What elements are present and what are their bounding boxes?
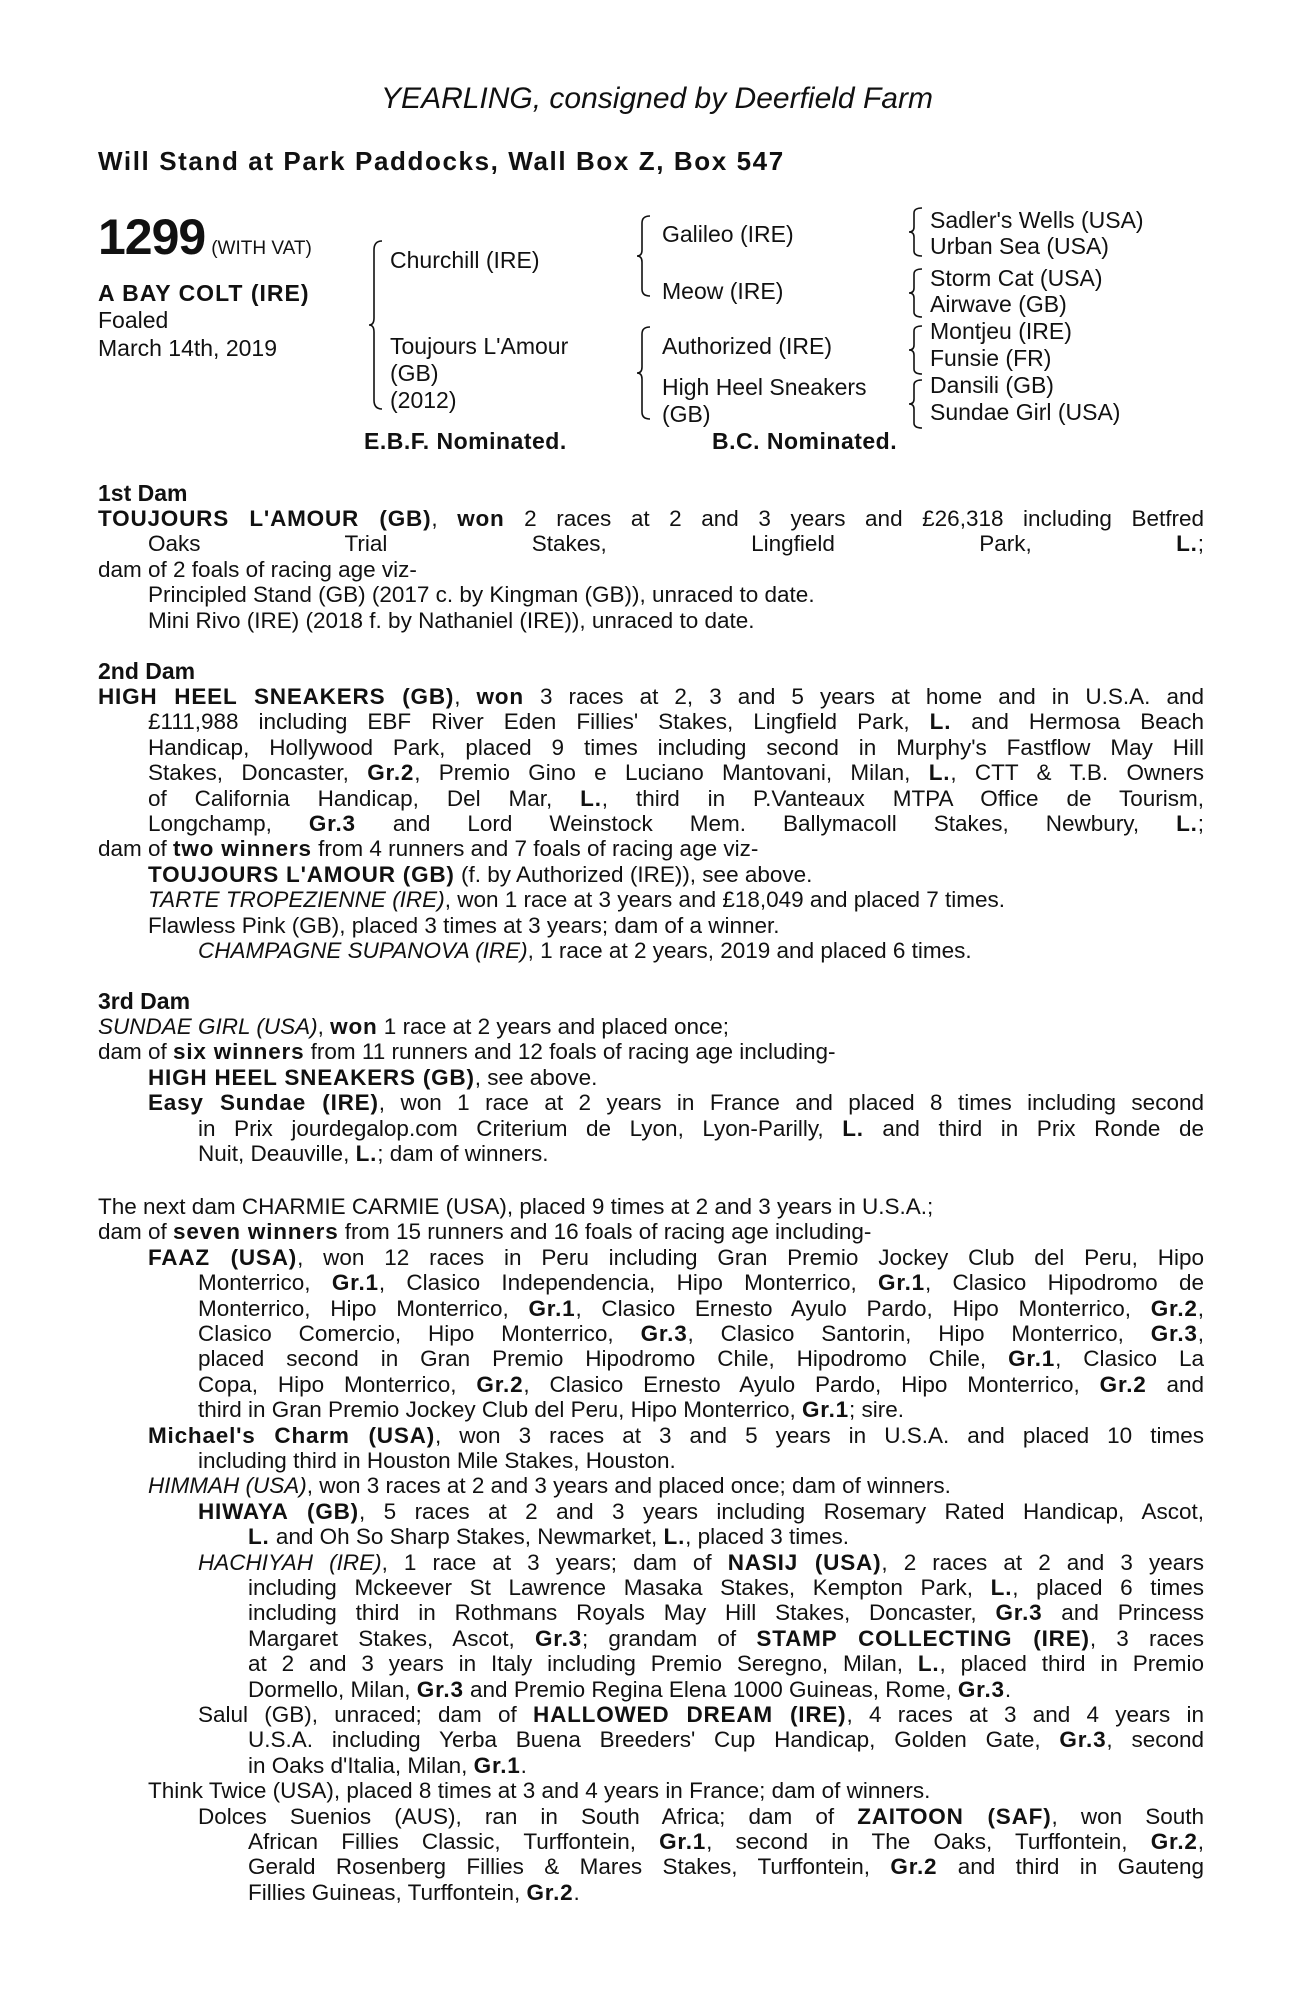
text-segment: (f. by Authorized (IRE)), see above. bbox=[454, 861, 813, 887]
text-line bbox=[198, 1448, 1204, 1473]
text-segment: from 11 runners and 12 foals of racing age including- bbox=[304, 1039, 836, 1065]
lot-description: A BAY COLT (IRE) bbox=[98, 280, 310, 306]
bold-text: Gr.2 bbox=[1099, 1371, 1147, 1397]
bold-text: L. bbox=[990, 1575, 1013, 1600]
text-segment: of California Handicap, Del Mar, bbox=[148, 785, 581, 811]
text-segment: Longchamp, bbox=[148, 811, 309, 836]
pedigree-brace-g3-2 bbox=[908, 268, 924, 318]
text-line bbox=[148, 862, 1204, 887]
pedigree-brace-sire bbox=[636, 215, 652, 297]
text-line bbox=[98, 836, 1204, 861]
bold-text: Gr.3 bbox=[308, 811, 356, 836]
text-segment: and third in Gauteng bbox=[937, 1854, 1204, 1880]
text-segment: Dolces Suenios (AUS), ran in South Africa; dam of bbox=[198, 1803, 858, 1829]
text-segment: , Clasico La bbox=[1055, 1346, 1204, 1372]
text-line bbox=[98, 557, 1204, 582]
text-segment: and third in Prix Ronde de bbox=[863, 1115, 1204, 1141]
text-line bbox=[248, 1651, 1204, 1676]
pedigree-g3-name: Urban Sea (USA) bbox=[930, 233, 1109, 259]
bold-text: L. bbox=[580, 785, 602, 811]
bold-text: Gr.2 bbox=[890, 1854, 938, 1880]
text-line bbox=[98, 1039, 1204, 1064]
text-line bbox=[198, 938, 1204, 963]
text-segment: Monterrico, bbox=[198, 1270, 332, 1296]
pedigree-dam bbox=[390, 333, 568, 414]
bold-text: seven winners bbox=[173, 1219, 339, 1245]
pedigree-dam-line: Toujours L'Amour bbox=[390, 333, 569, 359]
page-title: YEARLING, consigned by Deerfield Farm bbox=[381, 82, 933, 115]
text-line bbox=[198, 1321, 1204, 1346]
text-segment: in Prix jourdegalop.com Criterium de Lyon, Lyon-Parilly, bbox=[198, 1115, 843, 1141]
text-segment: from 4 runners and 7 foals of racing age viz- bbox=[311, 836, 759, 862]
text-segment: , bbox=[1197, 1321, 1204, 1346]
bold-text: STAMP COLLECTING (IRE) bbox=[756, 1625, 1090, 1651]
text-line bbox=[198, 1116, 1204, 1141]
text-segment: ; bbox=[1197, 531, 1204, 557]
bold-text: L. bbox=[1176, 811, 1198, 836]
bold-text: won bbox=[476, 684, 524, 709]
pedigree-g3-name: Dansili (GB) bbox=[930, 372, 1054, 398]
text-segment: including third in Houston Mile Stakes, Houston. bbox=[198, 1448, 676, 1473]
text-line bbox=[98, 1219, 1204, 1244]
bold-text: Gr.3 bbox=[957, 1676, 1005, 1702]
text-line bbox=[148, 786, 1204, 811]
text-line bbox=[148, 1473, 1204, 1498]
bold-text: HIGH HEEL SNEAKERS (GB) bbox=[148, 1064, 475, 1090]
bold-text: ZAITOON (SAF) bbox=[857, 1803, 1052, 1829]
bold-text: HIGH HEEL SNEAKERS (GB) bbox=[98, 684, 455, 709]
text-segment: , placed 6 times bbox=[1012, 1575, 1205, 1600]
bold-text: Michael's Charm (USA) bbox=[148, 1422, 436, 1448]
text-segment: Clasico Comercio, Hipo Monterrico, bbox=[198, 1321, 641, 1346]
text-segment: dam of bbox=[98, 836, 174, 862]
text-line bbox=[148, 1090, 1204, 1115]
italic-text: CHAMPAGNE SUPANOVA (IRE) bbox=[198, 938, 528, 963]
text-segment: . bbox=[1004, 1676, 1012, 1702]
bold-text: Gr.2 bbox=[526, 1879, 574, 1905]
pedigree-dam-sire: Authorized (IRE) bbox=[662, 333, 833, 359]
bold-text: Gr.3 bbox=[995, 1600, 1043, 1626]
italic-text: SUNDAE GIRL (USA) bbox=[98, 1014, 318, 1039]
bold-text: L. bbox=[842, 1115, 864, 1141]
bold-text: Gr.1 bbox=[802, 1397, 849, 1423]
bold-text: Gr.2 bbox=[476, 1371, 524, 1397]
text-segment: , Clasico Hipodromo de bbox=[925, 1270, 1204, 1296]
text-segment: , won 3 races at 2 and 3 years and placed once; dam of winners. bbox=[306, 1473, 951, 1499]
text-segment: , won 1 race at 2 years in France and placed 8 times including second bbox=[378, 1090, 1204, 1116]
foaled-date: March 14th, 2019 bbox=[98, 335, 278, 361]
text-segment: 3 races at 2, 3 and 5 years at home and in U.S.A. and bbox=[523, 684, 1204, 709]
text-segment: , second in The Oaks, Turffontein, bbox=[706, 1829, 1151, 1854]
text-segment: . bbox=[573, 1879, 580, 1905]
italic-text: TARTE TROPEZIENNE (IRE) bbox=[148, 887, 445, 913]
text-segment: and Lord Weinstock Mem. Ballymacoll Stakes, Newbury, bbox=[355, 811, 1177, 836]
text-segment: , won 1 race at 3 years and £18,049 and placed 7 times. bbox=[444, 887, 1006, 913]
text-line bbox=[198, 1346, 1204, 1371]
text-line bbox=[248, 1829, 1204, 1854]
pedigree-brace-g3-4 bbox=[908, 379, 924, 429]
text-segment: Fillies Guineas, Turffontein, bbox=[248, 1879, 527, 1905]
text-segment: U.S.A. including Yerba Buena Breeders' Cup Handicap, Golden Gate, bbox=[248, 1727, 1060, 1753]
bold-text: Gr.1 bbox=[473, 1752, 521, 1778]
pedigree-sire-dam: Meow (IRE) bbox=[662, 278, 784, 304]
text-segment: placed second in Gran Premio Hipodromo Chile, Hipodromo Chile, bbox=[198, 1346, 1009, 1372]
text-segment: , won 12 races in Peru including Gran Premio Jockey Club del Peru, Hipo bbox=[297, 1244, 1204, 1270]
text-segment: at 2 and 3 years in Italy including Premio Seregno, Milan, bbox=[248, 1651, 918, 1677]
text-segment: Margaret Stakes, Ascot, bbox=[248, 1625, 535, 1651]
text-line bbox=[198, 1804, 1204, 1829]
text-line bbox=[248, 1626, 1204, 1651]
text-line bbox=[148, 531, 1204, 556]
text-line bbox=[248, 1677, 1204, 1702]
text-segment: third in Gran Premio Jockey Club del Peru, Hipo Monterrico, bbox=[198, 1397, 802, 1423]
text-segment: , Clasico Ernesto Ayulo Pardo, Hipo Monterrico, bbox=[523, 1371, 1100, 1397]
text-segment: , Clasico Ernesto Ayulo Pardo, Hipo Monterrico, bbox=[575, 1295, 1151, 1321]
bold-text: HALLOWED DREAM (IRE) bbox=[533, 1702, 847, 1727]
lot-number: 1299 bbox=[98, 209, 206, 265]
text-segment: in Oaks d'Italia, Milan, bbox=[248, 1752, 474, 1778]
text-segment: 1 race at 2 years and placed once; bbox=[377, 1014, 730, 1039]
bold-text: FAAZ (USA) bbox=[148, 1244, 298, 1270]
second-dam-heading: 2nd Dam bbox=[98, 658, 196, 684]
bold-text: Gr.1 bbox=[659, 1829, 707, 1854]
bold-text: NASIJ (USA) bbox=[727, 1549, 882, 1575]
text-segment: Mini Rivo (IRE) (2018 f. by Nathaniel (IRE)), unraced to date. bbox=[148, 607, 755, 633]
text-segment: , bbox=[317, 1014, 331, 1039]
text-line bbox=[148, 1778, 1204, 1803]
pedigree-g3-name: Sundae Girl (USA) bbox=[930, 399, 1121, 425]
text-line bbox=[148, 1423, 1204, 1448]
bold-text: Gr.1 bbox=[331, 1270, 379, 1296]
text-segment: dam of bbox=[98, 1039, 174, 1065]
text-line bbox=[148, 608, 1204, 633]
text-segment: Principled Stand (GB) (2017 c. by Kingman (GB)), unraced to date. bbox=[148, 582, 815, 608]
text-segment: , 5 races at 2 and 3 years including Rosemary Rated Handicap, Ascot, bbox=[358, 1498, 1204, 1524]
bold-text: L. bbox=[917, 1651, 940, 1677]
bold-text: Easy Sundae (IRE) bbox=[148, 1090, 379, 1116]
text-segment: and Oh So Sharp Stakes, Newmarket, bbox=[269, 1524, 664, 1550]
bold-text: L. bbox=[355, 1141, 378, 1166]
text-line bbox=[248, 1600, 1204, 1625]
bold-text: six winners bbox=[173, 1039, 305, 1065]
text-segment: Think Twice (USA), placed 8 times at 3 and 4 years in France; dam of winners. bbox=[148, 1778, 931, 1804]
pedigree-dam-dam-line: High Heel Sneakers bbox=[662, 374, 867, 400]
text-segment: Oaks Trial Stakes, Lingfield Park, bbox=[148, 531, 1177, 557]
text-segment: dam of 2 foals of racing age viz- bbox=[98, 556, 417, 582]
text-segment: , Clasico Independencia, Hipo Monterrico, bbox=[378, 1270, 879, 1296]
text-line bbox=[248, 1575, 1204, 1600]
text-line bbox=[148, 709, 1204, 734]
text-segment: Nuit, Deauville, bbox=[198, 1141, 356, 1166]
text-line bbox=[248, 1854, 1204, 1879]
text-segment: , 4 races at 3 and 4 years in bbox=[846, 1702, 1204, 1727]
text-line bbox=[198, 1550, 1204, 1575]
text-segment: , 1 race at 3 years; dam of bbox=[381, 1549, 728, 1575]
bold-text: Gr.3 bbox=[1059, 1727, 1107, 1753]
text-segment: , 3 races bbox=[1089, 1625, 1205, 1651]
pedigree-g3-name: Airwave (GB) bbox=[930, 291, 1067, 317]
text-segment: Stakes, Doncaster, bbox=[148, 760, 368, 786]
text-segment: , third in P.Vanteaux MTPA Office de Tourism, bbox=[601, 785, 1204, 811]
pedigree-g3-name: Montjeu (IRE) bbox=[930, 318, 1072, 344]
pedigree-brace-dam bbox=[636, 326, 652, 420]
bold-text: L. bbox=[663, 1524, 686, 1550]
text-line bbox=[198, 1372, 1204, 1397]
bold-text: Gr.2 bbox=[1150, 1295, 1198, 1321]
text-segment: , Clasico Santorin, Hipo Monterrico, bbox=[687, 1321, 1151, 1346]
text-line bbox=[148, 811, 1204, 836]
text-segment: ; bbox=[1197, 811, 1205, 836]
text-segment: including Mckeever St Lawrence Masaka Stakes, Kempton Park, bbox=[248, 1575, 991, 1600]
text-line bbox=[148, 1245, 1204, 1270]
italic-text: HACHIYAH (IRE) bbox=[198, 1549, 382, 1575]
text-segment: and Hermosa Beach bbox=[951, 709, 1204, 735]
text-line bbox=[148, 760, 1204, 785]
bold-text: Gr.1 bbox=[528, 1295, 576, 1321]
text-segment: Handicap, Hollywood Park, placed 9 times including second in Murphy's Fastflow May Hill bbox=[148, 734, 1204, 760]
text-line bbox=[248, 1880, 1204, 1905]
text-segment: and bbox=[1146, 1371, 1205, 1397]
text-segment: , 2 races at 2 and 3 years bbox=[881, 1549, 1204, 1575]
bold-text: L. bbox=[248, 1524, 270, 1550]
italic-text: HIMMAH (USA) bbox=[148, 1473, 307, 1499]
foaled-label: Foaled bbox=[98, 307, 169, 333]
text-segment: dam of bbox=[98, 1219, 174, 1245]
text-segment: . bbox=[520, 1752, 527, 1778]
pedigree-dam-dam bbox=[662, 374, 867, 428]
text-segment: ; grandam of bbox=[581, 1625, 757, 1651]
text-segment: Flawless Pink (GB), placed 3 times at 3 years; dam of a winner. bbox=[148, 912, 780, 938]
bold-text: Gr.3 bbox=[1150, 1321, 1198, 1346]
ebf-nominated: E.B.F. Nominated. bbox=[364, 428, 567, 454]
bold-text: Gr.3 bbox=[534, 1625, 582, 1651]
bold-text: won bbox=[457, 506, 505, 531]
text-segment: , bbox=[1197, 1295, 1204, 1321]
bold-text: HIWAYA (GB) bbox=[198, 1498, 359, 1524]
text-line bbox=[148, 582, 1204, 607]
text-segment: and Premio Regina Elena 1000 Guineas, Rome, bbox=[463, 1676, 958, 1702]
text-segment: , won South bbox=[1051, 1803, 1205, 1829]
text-line bbox=[198, 1270, 1204, 1295]
pedigree-sire: Churchill (IRE) bbox=[390, 247, 540, 273]
text-line bbox=[198, 1296, 1204, 1321]
text-line bbox=[248, 1753, 1204, 1778]
text-line bbox=[148, 1065, 1204, 1090]
bold-text: Gr.1 bbox=[1008, 1346, 1056, 1372]
text-line bbox=[98, 684, 1204, 709]
text-segment: , bbox=[431, 506, 458, 531]
pedigree-brace-g3-3 bbox=[908, 325, 924, 375]
text-segment: , won 3 races at 3 and 5 years in U.S.A. and placed 10 times bbox=[435, 1422, 1204, 1448]
text-line bbox=[198, 1141, 1204, 1166]
bold-text: Gr.3 bbox=[416, 1676, 464, 1702]
text-line bbox=[248, 1524, 1204, 1549]
pedigree-brace-g3-1 bbox=[908, 207, 924, 257]
text-segment: , bbox=[1197, 1829, 1204, 1854]
text-segment: ; sire. bbox=[848, 1397, 904, 1423]
text-line bbox=[98, 1194, 1204, 1219]
text-line bbox=[148, 913, 1204, 938]
text-segment: including third in Rothmans Royals May Hill Stakes, Doncaster, bbox=[248, 1600, 996, 1626]
pedigree-brace-sire-dam bbox=[368, 240, 384, 410]
text-line bbox=[98, 506, 1204, 531]
text-segment: £111,988 including EBF River Eden Fillies' Stakes, Lingfield Park, bbox=[148, 709, 930, 735]
text-segment: , placed third in Premio bbox=[939, 1651, 1205, 1677]
standing-location: Will Stand at Park Paddocks, Wall Box Z, Box 547 bbox=[98, 146, 785, 176]
vat-note: (WITH VAT) bbox=[211, 238, 312, 259]
text-segment: Salul (GB), unraced; dam of bbox=[198, 1702, 534, 1727]
text-line bbox=[198, 1499, 1204, 1524]
text-segment: African Fillies Classic, Turffontein, bbox=[248, 1829, 660, 1854]
text-segment: and Princess bbox=[1042, 1600, 1204, 1626]
bold-text: Gr.2 bbox=[1150, 1829, 1198, 1854]
pedigree-dam-line: (2012) bbox=[390, 387, 457, 413]
text-segment: , CTT & T.B. Owners bbox=[950, 760, 1204, 786]
text-segment: The next dam CHARMIE CARMIE (USA), placed 9 times at 2 and 3 years in U.S.A.; bbox=[98, 1194, 934, 1219]
pedigree-g3-name: Storm Cat (USA) bbox=[930, 265, 1103, 291]
text-line bbox=[148, 887, 1204, 912]
bold-text: Gr.3 bbox=[640, 1321, 688, 1346]
text-segment: Gerald Rosenberg Fillies & Mares Stakes, Turffontein, bbox=[248, 1854, 891, 1880]
text-segment: , 1 race at 2 years, 2019 and placed 6 times. bbox=[527, 938, 972, 963]
pedigree-g3-name: Sadler's Wells (USA) bbox=[930, 207, 1144, 233]
bold-text: L. bbox=[1176, 531, 1198, 557]
text-segment: , placed 3 times. bbox=[685, 1524, 849, 1550]
lot-number-block bbox=[98, 208, 312, 266]
bold-text: L. bbox=[929, 709, 952, 735]
text-segment: from 15 runners and 16 foals of racing age including- bbox=[338, 1219, 872, 1245]
bold-text: two winners bbox=[173, 836, 312, 862]
text-segment: , see above. bbox=[474, 1064, 598, 1090]
third-dam-heading: 3rd Dam bbox=[98, 988, 191, 1014]
bc-nominated: B.C. Nominated. bbox=[712, 428, 898, 454]
bold-text: won bbox=[330, 1014, 378, 1039]
pedigree-dam-line: (GB) bbox=[390, 360, 439, 386]
bold-text: L. bbox=[928, 760, 951, 786]
text-line bbox=[248, 1727, 1204, 1752]
foaled-info bbox=[98, 306, 277, 362]
text-segment: , bbox=[454, 684, 477, 709]
text-line bbox=[198, 1397, 1204, 1422]
text-segment: , Premio Gino e Luciano Mantovani, Milan, bbox=[414, 760, 929, 786]
text-segment: , second bbox=[1106, 1727, 1204, 1753]
first-dam-heading: 1st Dam bbox=[98, 480, 188, 506]
text-line bbox=[98, 1014, 1204, 1039]
bold-text: TOUJOURS L'AMOUR (GB) bbox=[98, 506, 432, 531]
text-line bbox=[198, 1702, 1204, 1727]
bold-text: Gr.2 bbox=[367, 760, 415, 786]
pedigree-dam-dam-line: (GB) bbox=[662, 401, 711, 427]
text-segment: Copa, Hipo Monterrico, bbox=[198, 1371, 477, 1397]
text-line bbox=[148, 735, 1204, 760]
pedigree-sire-sire: Galileo (IRE) bbox=[662, 221, 794, 247]
text-segment: 2 races at 2 and 3 years and £26,318 including Betfred bbox=[504, 506, 1204, 531]
pedigree-g3-name: Funsie (FR) bbox=[930, 345, 1052, 371]
text-segment: ; dam of winners. bbox=[377, 1141, 549, 1166]
text-segment: Monterrico, Hipo Monterrico, bbox=[198, 1295, 529, 1321]
bold-text: TOUJOURS L'AMOUR (GB) bbox=[148, 861, 455, 887]
text-segment: Dormello, Milan, bbox=[248, 1676, 417, 1702]
bold-text: Gr.1 bbox=[878, 1270, 925, 1296]
